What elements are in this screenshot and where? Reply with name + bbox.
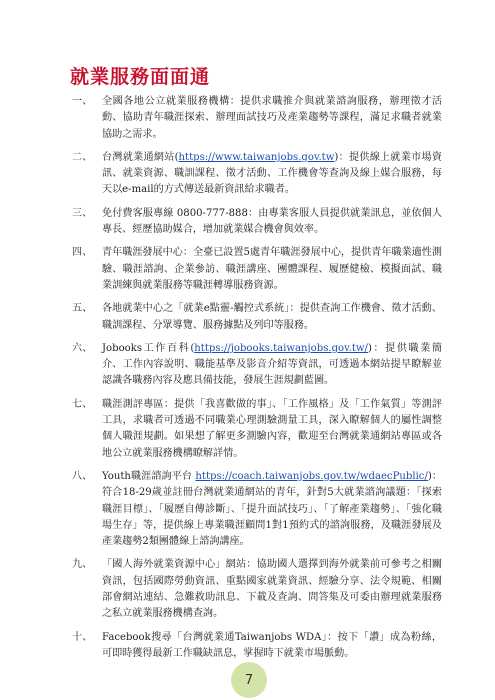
item-number: 八、 bbox=[72, 470, 93, 482]
item-number: 七、 bbox=[72, 398, 93, 410]
list-item bbox=[72, 94, 442, 143]
item-text-segment: Jobooks工作百科( bbox=[102, 342, 195, 354]
list-item bbox=[72, 341, 442, 390]
page-number-badge bbox=[231, 662, 267, 698]
item-text bbox=[102, 301, 442, 334]
item-number: 九、 bbox=[72, 559, 93, 571]
item-text-segment: Facebook搜尋「台灣就業通Taiwanjobs WDA」：按下「讚」成為粉絲，可即時獲得最新工作職缺訊息，掌握時下就業市場脈動。 bbox=[102, 631, 442, 659]
item-text-segment: Youth職涯諮詢平台 bbox=[102, 470, 196, 482]
list-item bbox=[72, 630, 442, 663]
website-link[interactable]: https://www.taiwanjobs.gov.tw bbox=[178, 151, 335, 163]
list-item bbox=[72, 301, 442, 334]
item-text-segment: 青年職涯發展中心：全臺已設置5處青年職涯發展中心，提供青年職業適性測驗、職涯諮詢、企業參訪、職涯講座、團體課程、履歷健檢、模擬面試、職業訓練與就業服務等職涯轉導服務資源。 bbox=[102, 247, 442, 291]
item-text bbox=[102, 94, 442, 143]
item-text-segment: )：提供線上就業市場資訊、就業資源、職訓課程、徵才活動、工作機會等查詢及線上媒合服務，每天以e-mail的方式傳送最新資訊給求職者。 bbox=[102, 151, 442, 196]
item-text bbox=[102, 630, 442, 663]
list-item bbox=[72, 469, 442, 550]
page-title: 就業服務面面通 bbox=[70, 66, 211, 88]
item-text bbox=[102, 206, 442, 239]
item-text-segment: )：符合18-29歲並註冊台灣就業通網站的青年，針對5大就業諮詢議題：「探索職涯目標」、「履歷自傳診斷」、「提升面試技巧」、「了解產業趨勢」、「強化職場生存」等，提供線上專業職涯顧問1對1預約式的諮詢服務，及職涯發展及產業趨勢2類團體線上諮詢講座。 bbox=[102, 470, 442, 548]
list-item bbox=[72, 206, 442, 239]
item-text-segment: )：提供職業簡介、工作內容說明、職能基準及影音介紹等資訊，可透過本網站提早瞭解並認識各職務內容及應具備技能，發展生涯規劃藍圖。 bbox=[102, 342, 442, 387]
service-list bbox=[72, 94, 442, 669]
website-link[interactable]: https://jobooks.taiwanjobs.gov.tw/ bbox=[194, 342, 368, 354]
item-number: 三、 bbox=[72, 207, 93, 219]
item-number: 十、 bbox=[72, 631, 93, 643]
item-number: 一、 bbox=[72, 96, 93, 107]
list-item bbox=[72, 557, 442, 622]
item-number: 二、 bbox=[72, 151, 93, 163]
item-text-segment: 全國各地公立就業服務機構：提供求職推介與就業諮詢服務，辦理徵才活動、協助青年職涯探索、辦理面試技巧及產業趨勢等課程，滿足求職者就業協助之需求。 bbox=[102, 96, 442, 140]
item-text bbox=[102, 397, 442, 462]
item-text-segment: 免付費客服專線 0800-777-888：由專業客服人員提供就業訊息，並依個人專長、經歷協助媒合，增加就業媒合機會與效率。 bbox=[102, 207, 442, 236]
item-text-segment: 台灣就業通網站( bbox=[102, 151, 179, 163]
item-text bbox=[102, 341, 442, 390]
website-link[interactable]: https://coach.taiwanjobs.gov.tw/wdaecPublic/ bbox=[195, 470, 428, 482]
item-text-segment: 職涯測評專區：提供「我喜歡做的事」、「工作風格」及「工作氣質」等測評工具，求職者可透過不同職業心理測驗測量工具，深入瞭解個人的屬性調整個人職涯規劃。如果想了解更多測驗內容，歡迎至台灣就業通網站專區或各地公立就業服務機構瞭解詳情。 bbox=[102, 398, 442, 459]
item-number: 四、 bbox=[72, 247, 93, 259]
item-text bbox=[102, 469, 442, 550]
page-number: 7 bbox=[244, 672, 254, 688]
item-text bbox=[102, 557, 442, 622]
item-text bbox=[102, 245, 442, 294]
list-item bbox=[72, 245, 442, 294]
item-text bbox=[102, 150, 442, 199]
item-number: 六、 bbox=[72, 342, 93, 354]
item-text-segment: 各地就業中心之「就業e點靈-觸控式系統」：提供查詢工作機會、徵才活動、職訓課程、分眾導覽、服務據點及列印等服務。 bbox=[102, 303, 442, 331]
list-item bbox=[72, 397, 442, 462]
item-number: 五、 bbox=[72, 303, 93, 315]
list-item bbox=[72, 150, 442, 199]
item-text-segment: 「國人海外就業資源中心」網站：協助國人選擇到海外就業前可參考之相關資訊，包括國際勞動資訊、重點國家就業資訊、經驗分享、法令規範、相關部會網站連結、急難救助訊息、下載及查詢、問答集及可委由辦理就業服務之私立就業服務機構查詢。 bbox=[102, 559, 442, 620]
